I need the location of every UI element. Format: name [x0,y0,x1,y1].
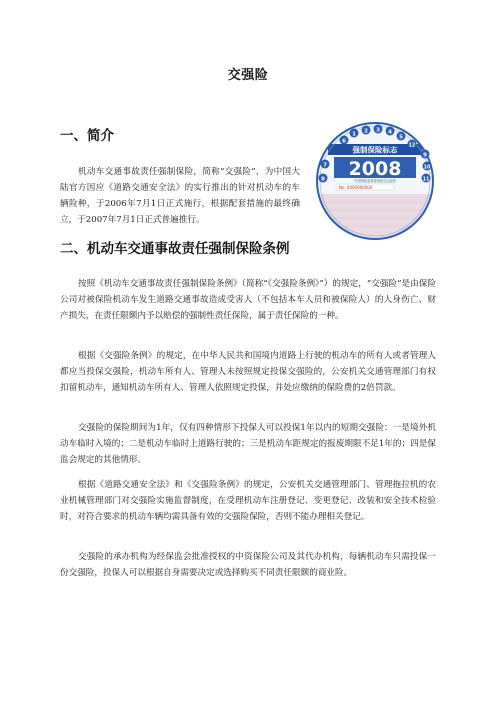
month-label-5: 5 [399,134,403,141]
month-label-2: 2 [364,128,368,135]
month-label-12: 12 [408,143,416,149]
month-label-3: 3 [376,127,380,134]
sticker-subtitle: 中国保险监督管理委员会监制 [354,179,396,183]
sticker-banner: 强制保险标志 [352,145,398,155]
month-label-9: 9 [423,152,427,159]
sticker-year: 2008 [348,158,402,180]
section-heading-rules: 二、机动车交通事故责任强制保险条例 [60,241,290,257]
month-label-8: 8 [321,176,325,183]
month-label-6: 6 [342,138,346,145]
document-title: 交强险 [227,68,269,83]
intro-paragraph: 机动车交通事故责任强制保险，简称“交强险”，为中国大陆官方因应《道路交通安全法》的实行推出的针对机动车的车辆险种，于2006年7月1日正式施行，根据配套措施的最终确立，于2007年7月1日正式普遍推行。 [60,167,300,225]
insurance-sticker-image [314,120,436,242]
rules-paragraph-1: 按照《机动车交通事故责任强制保险条例》（简称“《交强险条例》”）的规定，“交强险”是由保险公司对被保险机动车发生道路交通事故造成受害人（不包括本车人员和被保险人）的人身伤亡、财产损失，在责任限额内予以赔偿的强制性责任保险，属于责任保险的一种。 [60,279,436,321]
month-label-10: 10 [423,165,431,171]
sticker-serial: No. 0000000000 [339,184,373,190]
rules-paragraph-5: 交强险的承办机构为经保监会批准授权的中资保险公司及其代办机构，每辆机动车只需投保一份交强险，投保人可以根据自身需要决定或选择购买不同责任限额的商业险。 [60,552,436,578]
month-label-7: 7 [323,162,327,169]
section-heading-intro: 一、简介 [60,128,114,144]
rules-paragraph-3: 交强险的保险期间为1年，仅有四种情形下投保人可以投保1年以内的短期交强险：一是境外机动车临时入境的；二是机动车临时上道路行驶的；三是机动车距规定的报废期限不足1年的；四是保监会规定的其他情形。 [60,423,436,465]
month-label-4: 4 [388,129,392,136]
rules-paragraph-2: 根据《交强险条例》的规定，在中华人民共和国境内道路上行驶的机动车的所有人或者管理人都应当投保交强险，机动车所有人、管理人未按照规定投保交强险的，公安机关交通管理部门有权扣留机动车，通知机动车所有人、管理人依照规定投保，并处应缴纳的保险费的2倍罚款。 [60,351,436,393]
month-label-11: 11 [422,177,430,183]
rules-paragraph-4: 根据《道路交通安全法》和《交强险条例》的规定，公安机关交通管理部门、管理拖拉机的农业机械管理部门对交强险实施监督制度，在受理机动车注册登记、变更登记、改装和安全技术检验时，对符合要求的机动车辆均需具备有效的交强险保险，否则不能办理相关登记。 [60,480,436,522]
month-label-1: 1 [352,131,356,138]
